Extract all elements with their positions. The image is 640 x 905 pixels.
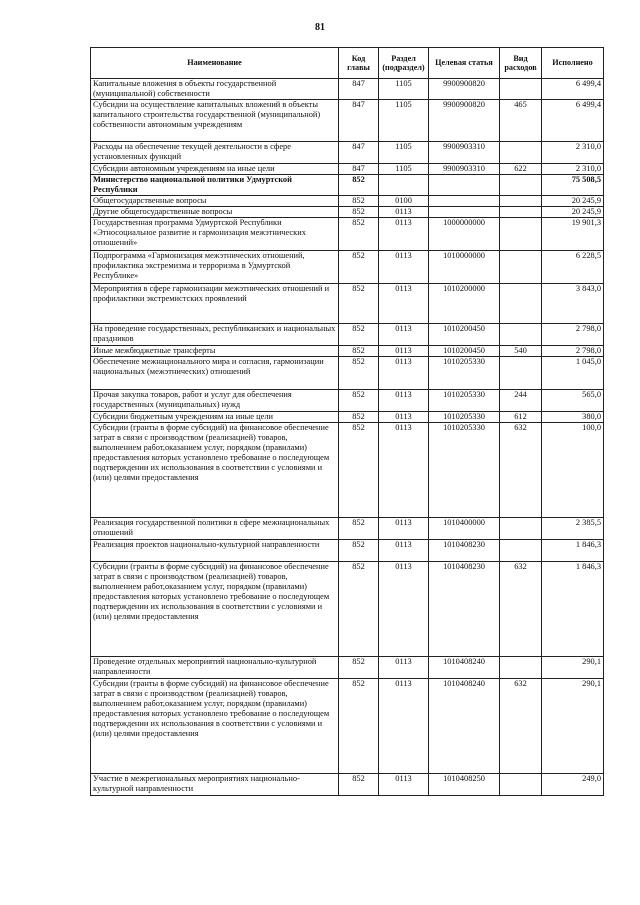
col-header-type: Вид расходов [500, 48, 542, 79]
cell-section: 0113 [379, 562, 429, 657]
cell-code: 852 [339, 175, 379, 196]
cell-section: 0113 [379, 679, 429, 774]
cell-target: 1000000000 [429, 218, 500, 251]
cell-section: 0113 [379, 324, 429, 346]
table-body [91, 79, 604, 796]
cell-section: 1105 [379, 142, 429, 164]
table-row [91, 412, 604, 423]
table-row [91, 207, 604, 218]
cell-code: 852 [339, 324, 379, 346]
cell-target: 1010205330 [429, 357, 500, 390]
cell-type [500, 774, 542, 796]
cell-amount: 565,0 [542, 390, 604, 412]
cell-target: 9900900820 [429, 100, 500, 142]
table-row [91, 284, 604, 324]
cell-amount: 1 846,3 [542, 562, 604, 657]
table-row [91, 518, 604, 540]
cell-target: 1010205330 [429, 390, 500, 412]
cell-type: 632 [500, 679, 542, 774]
cell-type [500, 175, 542, 196]
cell-name: Субсидии на осуществление капитальных вложений в объекты капитального строительства государственной (муниципальной) собственности автономным учреждениям [91, 100, 339, 142]
cell-section: 0113 [379, 540, 429, 562]
cell-type: 244 [500, 390, 542, 412]
cell-name: Мероприятия в сфере гармонизации межэтнических отношений и профилактики экстремистских проявлений [91, 284, 339, 324]
table-row [91, 679, 604, 774]
cell-code: 847 [339, 79, 379, 100]
cell-name: Обеспечение межнационального мира и согласия, гармонизации национальных (межэтнических) отношений [91, 357, 339, 390]
cell-target [429, 196, 500, 207]
col-header-section: Раздел (подраздел) [379, 48, 429, 79]
cell-target: 9900900820 [429, 79, 500, 100]
cell-code: 852 [339, 679, 379, 774]
cell-target: 1010400000 [429, 518, 500, 540]
cell-amount: 20 245,9 [542, 196, 604, 207]
cell-code: 852 [339, 423, 379, 518]
cell-target: 9900903310 [429, 142, 500, 164]
cell-amount: 290,1 [542, 657, 604, 679]
cell-code: 852 [339, 390, 379, 412]
cell-amount: 6 499,4 [542, 100, 604, 142]
cell-type [500, 218, 542, 251]
table-row [91, 142, 604, 164]
cell-section: 0113 [379, 390, 429, 412]
cell-code: 852 [339, 774, 379, 796]
table-row [91, 657, 604, 679]
cell-code: 852 [339, 284, 379, 324]
cell-amount: 2 385,5 [542, 518, 604, 540]
col-header-code: Код главы [339, 48, 379, 79]
table-row [91, 324, 604, 346]
cell-code: 852 [339, 207, 379, 218]
cell-type [500, 518, 542, 540]
cell-section: 1105 [379, 79, 429, 100]
cell-amount: 20 245,9 [542, 207, 604, 218]
cell-type [500, 196, 542, 207]
cell-section: 0113 [379, 657, 429, 679]
cell-target: 1010205330 [429, 412, 500, 423]
table-row [91, 774, 604, 796]
cell-type [500, 284, 542, 324]
cell-section [379, 175, 429, 196]
cell-type [500, 540, 542, 562]
cell-target: 1010200000 [429, 284, 500, 324]
table-row [91, 357, 604, 390]
cell-code: 852 [339, 196, 379, 207]
cell-section: 0113 [379, 218, 429, 251]
cell-name: Капитальные вложения в объекты государственной (муниципальной) собственности [91, 79, 339, 100]
cell-amount: 2 310,0 [542, 164, 604, 175]
table-row [91, 218, 604, 251]
cell-amount: 6 499,4 [542, 79, 604, 100]
cell-name: Министерство национальной политики Удмуртской Республики [91, 175, 339, 196]
cell-target: 1010200450 [429, 324, 500, 346]
cell-type [500, 142, 542, 164]
cell-code: 847 [339, 164, 379, 175]
cell-section: 0113 [379, 357, 429, 390]
cell-amount: 249,0 [542, 774, 604, 796]
table-row [91, 164, 604, 175]
cell-target: 1010000000 [429, 251, 500, 284]
cell-amount: 2 798,0 [542, 324, 604, 346]
cell-section: 0113 [379, 346, 429, 357]
cell-code: 852 [339, 218, 379, 251]
cell-code: 852 [339, 412, 379, 423]
cell-target: 1010205330 [429, 423, 500, 518]
cell-name: Субсидии (гранты в форме субсидий) на финансовое обеспечение затрат в связи с производством (реализацией) товаров, выполнением работ,оказанием услуг, порядком (правилами) предоставления которых установлено требование о последующем подтверждении их использования в соответствии с условиями и (или) целями предоставления [91, 562, 339, 657]
cell-type [500, 251, 542, 284]
cell-name: Субсидии автономным учреждениям на иные цели [91, 164, 339, 175]
cell-amount: 1 846,3 [542, 540, 604, 562]
cell-name: Участие в межрегиональных мероприятиях национально-культурной направленности [91, 774, 339, 796]
cell-amount: 3 843,0 [542, 284, 604, 324]
cell-name: На проведение государственных, республиканских и национальных праздников [91, 324, 339, 346]
table-header-row [91, 48, 604, 79]
table-row [91, 346, 604, 357]
table-row [91, 423, 604, 518]
cell-name: Подпрограмма «Гармонизация межэтнических отношений, профилактика экстремизма и терроризма в Удмуртской Республике» [91, 251, 339, 284]
cell-target: 1010408250 [429, 774, 500, 796]
cell-code: 852 [339, 357, 379, 390]
cell-section: 1105 [379, 164, 429, 175]
cell-name: Расходы на обеспечение текущей деятельности в сфере установленных функций [91, 142, 339, 164]
cell-name: Государственная программа Удмуртской Республики «Этносоциальное развитие и гармонизация межэтнических отношений» [91, 218, 339, 251]
cell-code: 852 [339, 346, 379, 357]
cell-target: 1010408240 [429, 679, 500, 774]
table-row [91, 79, 604, 100]
cell-amount: 1 045,0 [542, 357, 604, 390]
cell-name: Субсидии (гранты в форме субсидий) на финансовое обеспечение затрат в связи с производством (реализацией) товаров, выполнением работ,оказанием услуг, порядком (правилами) предоставления которых установлено требование о последующем подтверждении их использования в соответствии с условиями и (или) целями предоставления [91, 679, 339, 774]
cell-code: 847 [339, 142, 379, 164]
table-row [91, 175, 604, 196]
cell-amount: 380,0 [542, 412, 604, 423]
col-header-target: Целевая статья [429, 48, 500, 79]
cell-name: Субсидии (гранты в форме субсидий) на финансовое обеспечение затрат в связи с производством (реализацией) товаров, выполнением работ,оказанием услуг, порядком (правилами) предоставления которых установлено требование о последующем подтверждении их использования в соответствии с условиями и (или) целями предоставления [91, 423, 339, 518]
cell-type: 622 [500, 164, 542, 175]
cell-type [500, 79, 542, 100]
cell-section: 0100 [379, 196, 429, 207]
cell-section: 0113 [379, 207, 429, 218]
table-row [91, 540, 604, 562]
cell-section: 0113 [379, 412, 429, 423]
cell-amount: 100,0 [542, 423, 604, 518]
cell-target: 9900903310 [429, 164, 500, 175]
col-header-amount: Исполнено [542, 48, 604, 79]
cell-code: 852 [339, 562, 379, 657]
table-row [91, 390, 604, 412]
budget-table [90, 47, 604, 796]
cell-name: Проведение отдельных мероприятий национально-культурной направленности [91, 657, 339, 679]
cell-target: 1010408230 [429, 540, 500, 562]
cell-target [429, 207, 500, 218]
cell-type: 612 [500, 412, 542, 423]
cell-name: Прочая закупка товаров, работ и услуг для обеспечения государственных (муниципальных) нужд [91, 390, 339, 412]
cell-type: 632 [500, 562, 542, 657]
cell-amount: 2 798,0 [542, 346, 604, 357]
page-number: 81 [315, 22, 325, 33]
cell-name: Иные межбюджетные трансферты [91, 346, 339, 357]
cell-section: 0113 [379, 251, 429, 284]
cell-type [500, 324, 542, 346]
cell-code: 852 [339, 518, 379, 540]
cell-amount: 75 508,5 [542, 175, 604, 196]
cell-code: 852 [339, 251, 379, 284]
cell-target [429, 175, 500, 196]
cell-name: Субсидии бюджетным учреждениям на иные цели [91, 412, 339, 423]
cell-name: Реализация государственной политики в сфере межнациональных отношений [91, 518, 339, 540]
cell-type [500, 207, 542, 218]
cell-code: 852 [339, 540, 379, 562]
cell-amount: 2 310,0 [542, 142, 604, 164]
cell-section: 0113 [379, 518, 429, 540]
cell-amount: 6 228,5 [542, 251, 604, 284]
cell-name: Общегосударственные вопросы [91, 196, 339, 207]
cell-section: 0113 [379, 774, 429, 796]
cell-code: 852 [339, 657, 379, 679]
cell-type [500, 357, 542, 390]
cell-type [500, 657, 542, 679]
cell-amount: 19 901,3 [542, 218, 604, 251]
cell-section: 0113 [379, 423, 429, 518]
cell-type: 465 [500, 100, 542, 142]
cell-code: 847 [339, 100, 379, 142]
col-header-name: Наименование [91, 48, 339, 79]
table-row [91, 251, 604, 284]
cell-type: 540 [500, 346, 542, 357]
cell-target: 1010200450 [429, 346, 500, 357]
cell-target: 1010408240 [429, 657, 500, 679]
cell-amount: 290,1 [542, 679, 604, 774]
cell-type: 632 [500, 423, 542, 518]
table-row [91, 562, 604, 657]
cell-target: 1010408230 [429, 562, 500, 657]
cell-name: Реализация проектов национально-культурной направленности [91, 540, 339, 562]
cell-section: 1105 [379, 100, 429, 142]
cell-name: Другие общегосударственные вопросы [91, 207, 339, 218]
table-row [91, 100, 604, 142]
table-row [91, 196, 604, 207]
cell-section: 0113 [379, 284, 429, 324]
